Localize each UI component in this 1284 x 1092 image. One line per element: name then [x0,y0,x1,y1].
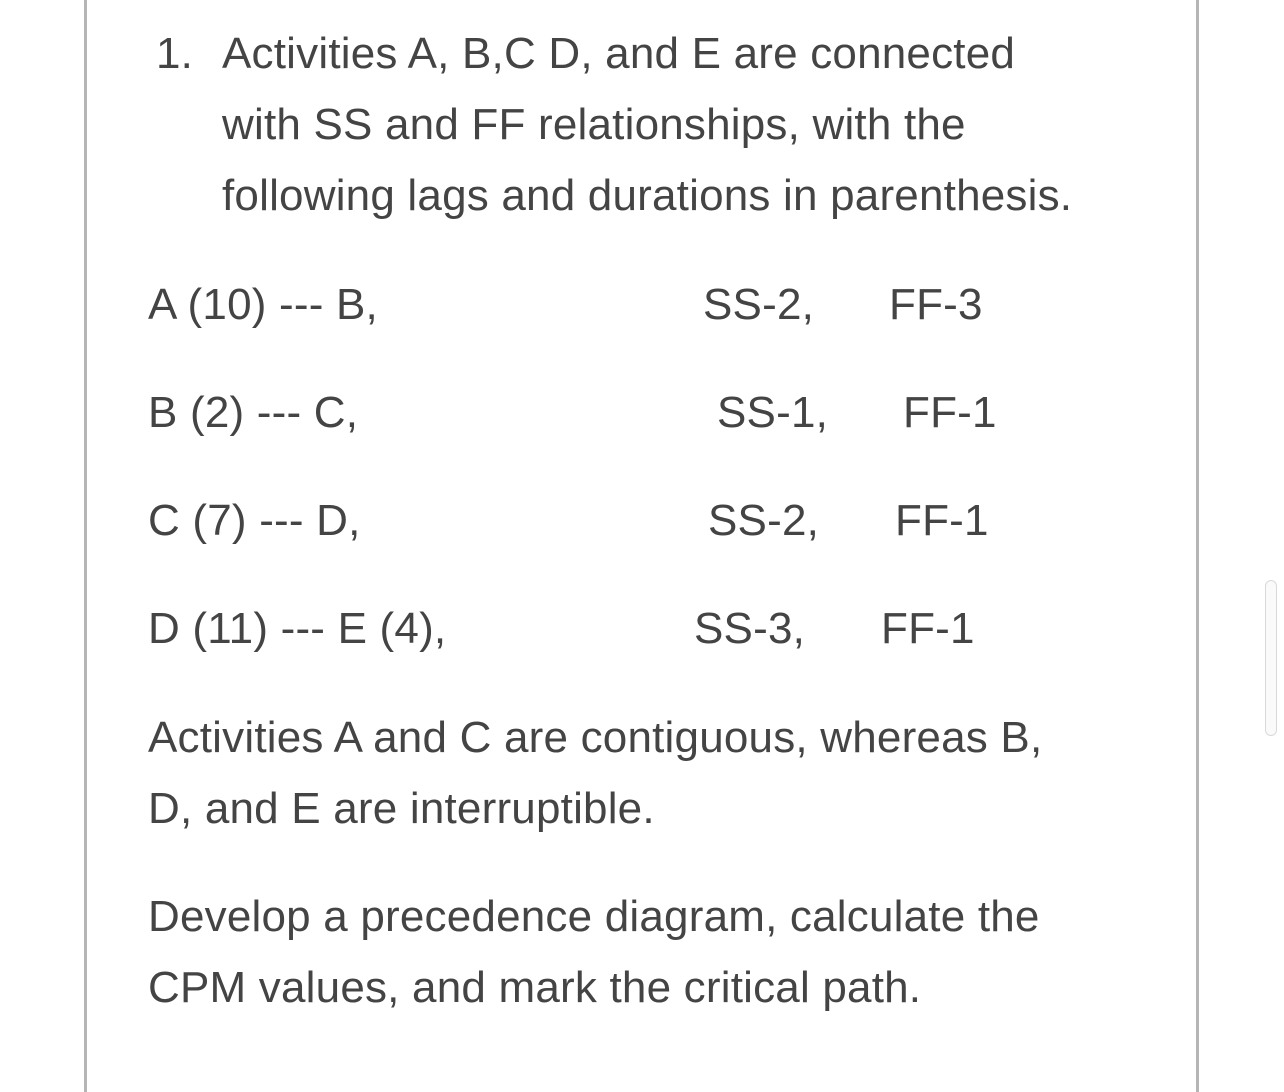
relationship-ff-lag: FF-1 [903,388,997,437]
question-line-1: Activities A, B,C D, and E are connected [222,29,1016,78]
relationship-ss-lag: SS-2, [703,280,815,329]
question-number: 1. [156,29,194,78]
content-left-border [84,0,87,1092]
question-line-2: with SS and FF relationships, with the [222,100,966,149]
relationship-ff-lag: FF-1 [895,496,989,545]
content-right-border [1196,0,1199,1092]
task-line-2: CPM values, and mark the critical path. [148,963,922,1012]
contiguity-line-2: D, and E are interruptible. [148,784,655,833]
contiguity-line-1: Activities A and C are contiguous, whereas B, [148,713,1043,762]
relationship-activity: C (7) --- D, [148,496,361,545]
relationship-ff-lag: FF-1 [881,604,975,653]
relationship-ss-lag: SS-2, [708,496,820,545]
relationship-activity: D (11) --- E (4), [148,604,447,653]
task-line-1: Develop a precedence diagram, calculate the [148,892,1040,941]
relationship-activity: A (10) --- B, [148,280,378,329]
relationship-ss-lag: SS-3, [694,604,806,653]
relationship-activity: B (2) --- C, [148,388,359,437]
relationship-ss-lag: SS-1, [717,388,829,437]
scrollbar-thumb[interactable] [1265,580,1277,736]
question-line-3: following lags and durations in parenthesis. [222,171,1073,220]
relationship-ff-lag: FF-3 [889,280,983,329]
